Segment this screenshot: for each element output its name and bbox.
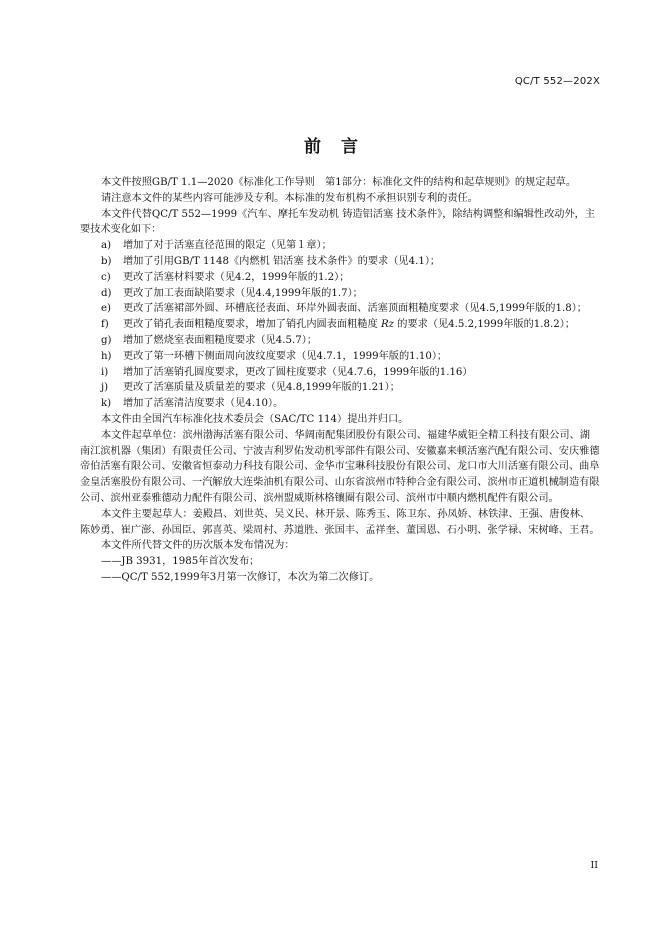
change-item-text: 更改了活塞质量及质量差的要求（见4.8,1999年版的1.21）； <box>123 382 400 394</box>
history-item-2: ——QC/T 552,1999年3月第一次修订，本次为第二次修订。 <box>101 571 380 583</box>
change-item-text: 更改了第一环槽下侧面周向波纹度要求（见4.7.1，1999年版的1.10）； <box>123 350 448 362</box>
change-item-label: b) <box>101 255 112 267</box>
change-item-text: 更改了活塞材料要求（见4.2，1999年版的1.2）； <box>123 271 350 283</box>
change-item-label: g) <box>101 334 112 346</box>
change-item-text: 增加了活塞清洁度要求（见4.10）。 <box>123 398 284 410</box>
change-item-label: f) <box>101 319 109 331</box>
intro-paragraph-3: 本文件代替QC/T 552—1999《汽车、摩托车发动机 铸造铝活塞 技术条件》，除结构调整和编辑性改动外，主要技术变化如下： <box>80 208 596 236</box>
history-heading: 本文件所代替文件的历次版本发布情况为： <box>101 540 295 552</box>
change-item-text: 更改了加工表面缺陷要求（见4.4,1999年版的1.7）； <box>123 287 363 299</box>
change-item-text: 更改了活塞裙部外圆、环槽底径表面、环岸外圆表面、活塞顶面粗糙度要求（见4.5,1999年版的1.8）； <box>123 303 587 315</box>
page-number: II <box>590 860 598 871</box>
change-item-text: 增加了对于活塞直径范围的限定（见第１章）； <box>123 240 332 252</box>
change-item-label: c) <box>101 271 111 283</box>
change-item-d <box>80 286 600 302</box>
change-item-text: 增加了活塞销孔圆度要求，更改了圆柱度要求（见4.7.6，1999年版的1.16） <box>123 366 473 378</box>
intro-paragraph-1: 本文件按照GB/T 1.1—2020《标准化工作导则 第1部分：标准化文件的结构和起草规则》的规定起草。 <box>101 177 577 188</box>
change-item-j <box>80 380 600 396</box>
change-item-a <box>80 238 600 254</box>
change-item-g <box>80 333 600 349</box>
foreword-body <box>80 175 600 586</box>
change-item-label: a) <box>101 240 112 252</box>
change-item-i <box>80 365 600 381</box>
change-item-text-pre: 更改了销孔表面粗糙度要求，增加了销孔内圆表面粗糙度 <box>123 319 381 331</box>
change-item-text: 增加了引用GB/T 1148《内燃机 铝活塞 技术条件》的要求（见4.1）； <box>123 255 441 267</box>
drafters-paragraph: 本文件主要起草人：姜殿昌、刘世英、吴义民、林开景、陈秀玉、陈卫东、孙凤娇、林铁津、王强、唐俊林、陈妙勇、崔广澎、孙国臣、郭喜英、梁周村、苏道胜、张国丰、孟祥奎、董国恩、石小明、张学禄、宋树峰、王君。 <box>80 508 600 536</box>
change-item-label: h) <box>101 350 112 362</box>
change-item-c <box>80 270 600 286</box>
change-item-text-post: 的要求（见4.5.2,1999年版的1.8.2）； <box>393 319 576 331</box>
change-item-b <box>80 254 600 270</box>
change-item-k <box>80 396 600 412</box>
change-item-text: 增加了燃烧室表面粗糙度要求（见4.5.7）； <box>123 334 318 346</box>
intro-paragraph-2: 请注意本文件的某些内容可能涉及专利。本标准的发布机构不承担识别专利的责任。 <box>101 192 478 204</box>
page-title: 前言 <box>304 137 378 157</box>
change-item-label: k) <box>101 398 112 410</box>
drafting-units-paragraph: 本文件起草单位：滨州渤海活塞有限公司、华阔南配集团股份有限公司、福建华威钜全精工科技有限公司、湖南江滨机器（集团）有限责任公司、宁波吉利罗佑发动机零部件有限公司、安徽嘉来顿活塞汽配有限公司、安庆雅德帝伯活塞有限公司、安徽省恒泰动力科技有限公司、金华市宝琳科技股份有限公司、龙口市大川活塞有限公司、曲阜金皇活塞股份有限公司、一汽解放大连柴油机有限公司、山东省滨州市特种合金有限公司、滨州市正道机械制造有限公司、滨州亚泰雅德动力配件有限公司、滨州盟威斯林格镶圈有限公司、滨州市中顺内燃机配件有限公司。 <box>80 429 600 504</box>
change-item-f <box>80 317 600 333</box>
change-item-label: j) <box>101 382 109 394</box>
change-item-e <box>80 301 600 317</box>
change-item-text <box>123 317 600 333</box>
roughness-symbol: Rz <box>380 319 394 331</box>
proposer-paragraph: 本文件由全国汽车标准化技术委员会（SAC/TC 114）提出并归口。 <box>101 413 409 425</box>
document-code: QC/T 552—202X <box>514 76 600 87</box>
change-item-label: i) <box>101 366 109 378</box>
history-item-1: ——JB 3931，1985年首次发布； <box>101 556 260 568</box>
change-item-h <box>80 349 600 365</box>
change-item-label: e) <box>101 303 112 315</box>
change-item-label: d) <box>101 287 112 299</box>
